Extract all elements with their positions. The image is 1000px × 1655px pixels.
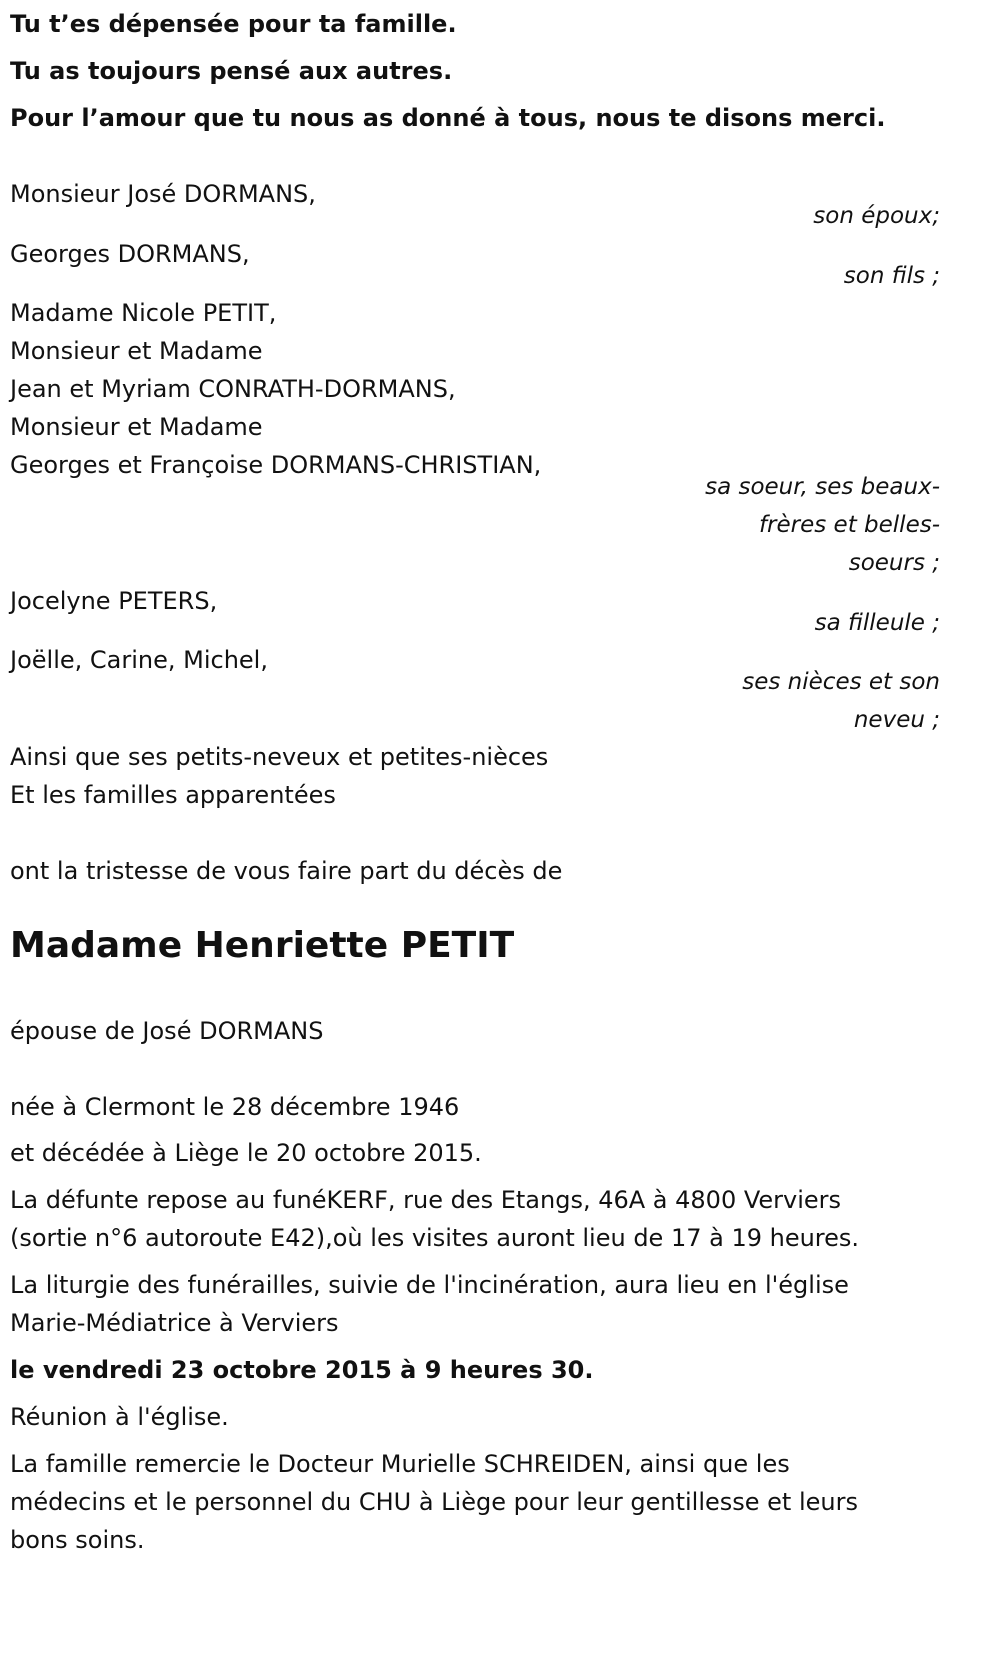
family-relation: son fils ; [843,263,940,289]
family-name: Joëlle, Carine, Michel, [10,646,268,674]
epigraph-line: Tu t’es dépensée pour ta famille. [10,10,457,38]
family-others: Ainsi que ses petits-neveux et petites-nièces [10,743,549,771]
family-name: Monsieur et Madame [10,413,263,441]
epigraph-line: Pour l’amour que tu nous as donné à tous, nous te disons merci. [10,104,886,132]
family-name: Monsieur et Madame [10,337,263,365]
deceased-spouse: épouse de José DORMANS [10,1017,324,1045]
thanks-text: La famille remercie le Docteur Murielle SCHREIDEN, ainsi que les [10,1450,790,1478]
family-relation: son époux; [813,203,940,229]
death-info: et décédée à Liège le 20 octobre 2015. [10,1139,482,1167]
family-name: Madame Nicole PETIT, [10,299,277,327]
meeting-info: Réunion à l'église. [10,1403,229,1431]
family-relation: ses nièces et son [742,669,940,695]
family-name: Monsieur José DORMANS, [10,180,316,208]
birth-info: née à Clermont le 28 décembre 1946 [10,1093,460,1121]
thanks-text: médecins et le personnel du CHU à Liège pour leur gentillesse et leurs [10,1488,858,1516]
family-others: Et les familles apparentées [10,781,336,809]
family-name: Georges et Françoise DORMANS-CHRISTIAN, [10,451,542,479]
announcement: ont la tristesse de vous faire part du décès de [10,857,563,885]
family-name: Jean et Myriam CONRATH-DORMANS, [10,375,456,403]
repose-info: (sortie n°6 autoroute E42),où les visites auront lieu de 17 à 19 heures. [10,1224,860,1252]
ceremony-datetime: le vendredi 23 octobre 2015 à 9 heures 30. [10,1356,594,1384]
epigraph-line: Tu as toujours pensé aux autres. [10,57,453,85]
family-relation: sa filleule ; [814,610,940,636]
family-name: Jocelyne PETERS, [10,587,218,615]
repose-info: La défunte repose au funéKERF, rue des Etangs, 46A à 4800 Verviers [10,1186,842,1214]
liturgy-info: Marie-Médiatrice à Verviers [10,1309,339,1337]
family-relation: neveu ; [853,707,940,733]
thanks-text: bons soins. [10,1526,145,1554]
family-relation: frères et belles- [758,512,940,538]
family-relation: soeurs ; [848,550,940,576]
family-name: Georges DORMANS, [10,240,250,268]
liturgy-info: La liturgie des funérailles, suivie de l'incinération, aura lieu en l'église [10,1271,849,1299]
deceased-name: Madame Henriette PETIT [10,925,515,966]
family-relation: sa soeur, ses beaux- [705,474,940,500]
